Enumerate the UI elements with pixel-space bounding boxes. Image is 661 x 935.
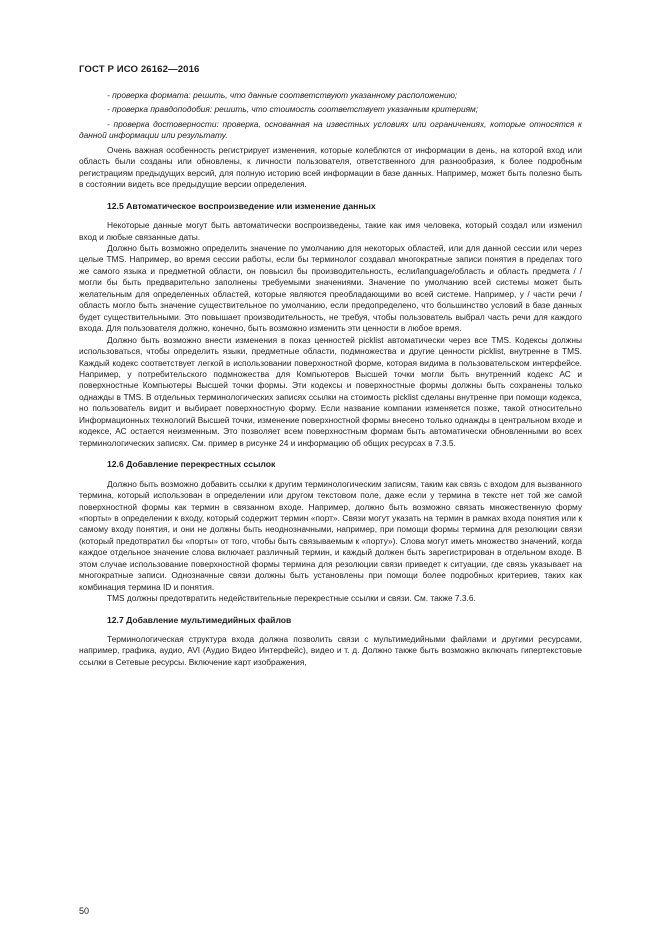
- section-heading-12-7: 12.7 Добавление мультимедийных файлов: [107, 614, 292, 625]
- page-number: 50: [79, 906, 90, 916]
- paragraph: Очень важная особенность регистрирует изменения, которые колеблются от информации в день, на которой вход или область были созданы или обновлены, к личности пользователя, ответственного для разнообразия, к более подробным регистрациям предыдущих версий, для полную историю всей информации в базе данных. Например, может быть полезно быть в состоянии видеть все предыдущие версии определения.: [79, 144, 582, 190]
- section-heading-12-5: 12.5 Автоматическое воспроизведение или изменение данных: [107, 200, 376, 211]
- paragraph: Терминологическая структура входа должна позволить связи с мультимедийными файлами и другими ресурсами, например, графика, аудио, AVI (Аудио Видео Интерфейс), видео и т. д. Должно также быть возможно включать гипертекстовые ссылки в Сетевые ресурсы. Включение карт изображения,: [79, 634, 582, 667]
- list-item: - проверка формата: решить, что данные соответствуют указанному расположению;: [107, 90, 458, 100]
- paragraph: TMS должны предотвратить недействительные перекрестные ссылки и связи. См. также 7.3.6.: [107, 593, 476, 604]
- page-content: [79, 90, 582, 668]
- paragraph: Должно быть возможно определить значение по умолчанию для некоторых областей, или для данной сессии или через целые TMS. Например, во время сессии работы, если бы терминолог создавал многократные записи понятия в пределах того же самого языка и предметной области, он повысил бы производительность, если/language/область и область предмета / / могли бы быть предварительно заполнены требуемыми значениями. Значение по умолчанию всей системы может быть желательным для определенных областей, которые являются преобладающими во всей системе. Например, у / части речи / область могло быть значение существительное по умолчанию, если предопределено, что большинство условий в базе данных будет существительными. Это повышает производительность, не требуя, чтобы пользователь выбрал часть речи для каждого входа. Для пользователя должно, конечно, быть возможно изменить эти ценности в любое время.: [79, 242, 582, 334]
- list-item: - проверка правдоподобия: решить, что стоимость соответствует указанным критериям;: [107, 104, 479, 115]
- list-item: - проверка достоверности: проверка, основанная на известных условиях или ограничениях, которые относятся к данной информации или результату.: [79, 118, 582, 141]
- paragraph: Некоторые данные могут быть автоматически воспроизведены, такие как имя человека, который создал или изменил вход и любые связанные даты.: [79, 220, 582, 242]
- paragraph: Должно быть возможно внести изменения в показ ценностей picklist автоматически через все TMS. Кодексы должны использоваться, чтобы определить языки, предметные области, подмножества и другие ценности picklist, внутренне в TMS. Каждый кодекс соответствует легкой в использовании поверхностной форме, которая видима в пользовательском интерфейсе. Например, у потребительского подмножества для Компьютеров Высшей точки могли быть внутренний кодекс АС и поверхностные Компьютеры Высшей точки формы. Эти кодексы и поверхностные формы должны быть сохранены только однажды в TMS. В отдельных терминологических записях ссылки на стоимость picklist сделаны внутренне при помощи кодекса, но пользователь видит и выбирает поверхностную форму. Если название компании изменяется позже, такой относительно Информационных технологий Высшей точки, изменение поверхностной формы внесено только однажды в центральном входе и кодексе, АС остается неизменным. Это позволяет всем поверхностным формам быть автоматически обновленными во всех терминологических записях. См. пример в рисунке 24 и информацию об общих ресурсах в 7.3.5.: [79, 334, 582, 448]
- paragraph: Должно быть возможно добавить ссылки к другим терминологическим записям, таким как связь с входом для вызванного термина, который использован в определении или другом текстовом поле, даже если у термина в тексте нет той же самой поверхностной формы как термин в связанном входе. Например, должно быть возможно связать множественную форму «порты» в определении к входу, который содержит термин «порт». Связи могут указать на термин в рамках входа понятия или к самому входу понятия, и они не должны быть неоднозначными, например, при помощи формы термина для резолюции связи (который предотвратил бы «порты» от того, чтобы быть связываемым к «порту»). Слова могут иметь множество значений, когда каждое отдельное значение слова включает различный термин, и каждый должен быть зарегистрирован в отдельном входе. В этом случае использование поверхностной формы термина для резолюции связи приведет к ситуации, где связь указывает на многократные записи. Однозначные связи должны быть установлены при помощи более подробных критериев, таких как комбинация термина ID и понятия.: [79, 478, 582, 592]
- section-heading-12-6: 12.6 Добавление перекрестных ссылок: [107, 459, 276, 470]
- document-header: ГОСТ Р ИСО 26162—2016: [79, 64, 200, 75]
